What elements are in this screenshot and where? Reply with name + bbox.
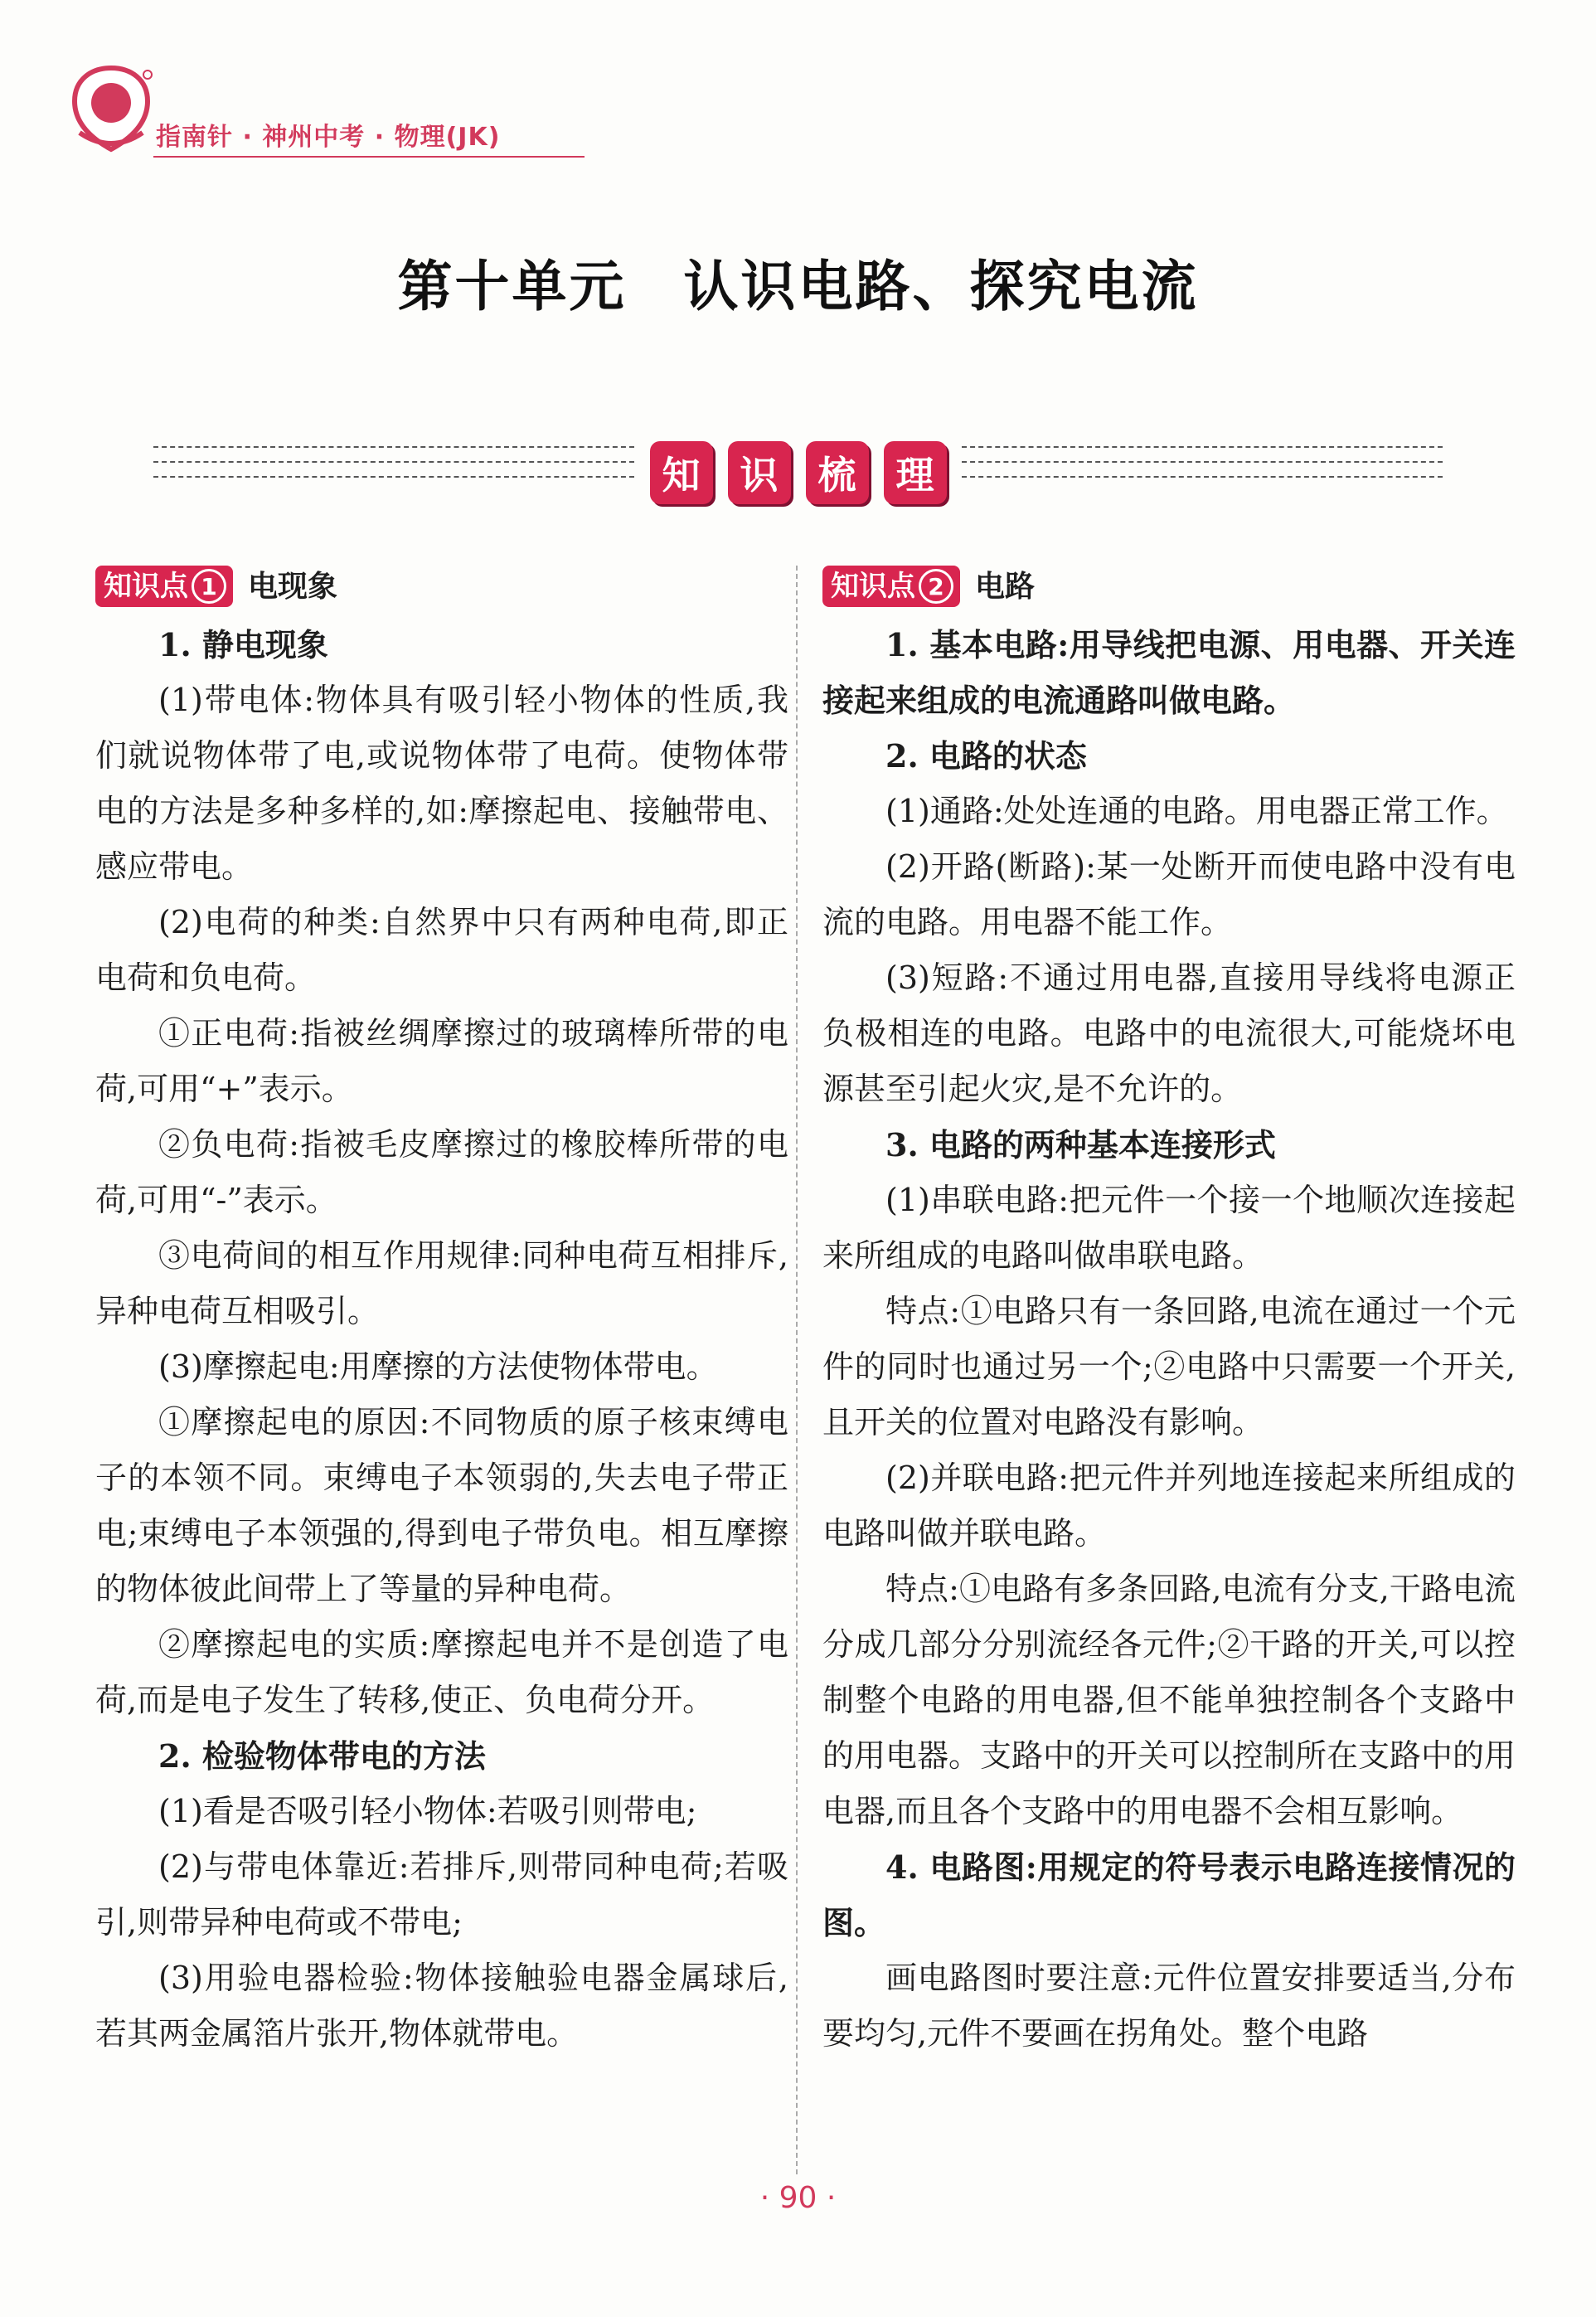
- paragraph: ①摩擦起电的原因:不同物质的原子核束缚电子的本领不同。束缚电子本领弱的,失去电子带正电;束缚电子本领强的,得到电子带负电。相互摩擦的物体彼此间带上了等量的异种电荷。: [95, 1404, 788, 1607]
- paragraph: 画电路图时要注意:元件位置安排要适当,分布要均匀,元件不要画在拐角处。整个电路: [822, 1960, 1516, 2052]
- paragraph: (3)摩擦起电:用摩擦的方法使物体带电。: [158, 1348, 718, 1385]
- running-header: 指南针 · 神州中考 · 物理(JK): [156, 123, 501, 152]
- knowledge-point-badge: 知识点 2: [822, 566, 960, 607]
- publisher-logo: [65, 63, 158, 156]
- paragraph: 特点:①电路只有一条回路,电流在通过一个元件的同时也通过另一个;②电路中只需要一个开关,且开关的位置对电路没有影响。: [822, 1293, 1516, 1440]
- heading: 1. 基本电路:用导线把电源、用电器、开关连接起来组成的电流通路叫做电路。: [822, 626, 1516, 719]
- section-tag: 识: [728, 441, 791, 504]
- left-column: [95, 561, 788, 2062]
- page-number: · 90 ·: [759, 2181, 837, 2215]
- paragraph: ①正电荷:指被丝绸摩擦过的玻璃棒所带的电荷,可用“+”表示。: [95, 1015, 788, 1107]
- knowledge-point-number: 2: [919, 569, 953, 604]
- paragraph: ②负电荷:指被毛皮摩擦过的橡胶棒所带的电荷,可用“-”表示。: [95, 1126, 788, 1218]
- right-column: [822, 561, 1516, 2062]
- paragraph: 特点:①电路有多条回路,电流有分支,干路电流分成几部分分别流经各元件;②干路的开关,可以控制整个电路的用电器,但不能单独控制各个支路中的用电器。支路中的开关可以控制所在支路中的用电器,而且各个支路中的用电器不会相互影响。: [822, 1571, 1516, 1829]
- header-rule: [153, 156, 585, 158]
- heading: 1. 静电现象: [158, 626, 328, 663]
- section-tag: 知: [650, 441, 713, 504]
- section-heading: [0, 441, 1596, 504]
- heading: 2. 电路的状态: [885, 737, 1087, 775]
- heading: 4. 电路图:用规定的符号表示电路连接情况的图。: [822, 1848, 1516, 1941]
- knowledge-point-title: 电路: [975, 569, 1036, 604]
- paragraph: (2)开路(断路):某一处断开而使电路中没有电流的电路。用电器不能工作。: [822, 848, 1516, 940]
- paragraph: (1)串联电路:把元件一个接一个地顺次连接起来所组成的电路叫做串联电路。: [822, 1182, 1516, 1274]
- knowledge-point-title: 电现象: [248, 569, 338, 604]
- knowledge-point-header: [822, 561, 1516, 612]
- paragraph: (1)看是否吸引轻小物体:若吸引则带电;: [158, 1793, 697, 1829]
- paragraph: ③电荷间的相互作用规律:同种电荷互相排斥,异种电荷互相吸引。: [95, 1237, 788, 1329]
- paragraph: (1)通路:处处连通的电路。用电器正常工作。: [885, 793, 1508, 829]
- unit-title: 第十单元 认识电路、探究电流: [397, 255, 1199, 318]
- knowledge-point-number: 1: [192, 569, 226, 604]
- heading: 2. 检验物体带电的方法: [158, 1737, 486, 1775]
- paragraph: ②摩擦起电的实质:摩擦起电并不是创造了电荷,而是电子发生了转移,使正、负电荷分开。: [95, 1626, 788, 1718]
- paragraph: (2)电荷的种类:自然界中只有两种电荷,即正电荷和负电荷。: [95, 904, 788, 996]
- paragraph: (3)短路:不通过用电器,直接用导线将电源正负极相连的电路。电路中的电流很大,可能烧坏电源甚至引起火灾,是不允许的。: [822, 959, 1516, 1107]
- paragraph: (1)带电体:物体具有吸引轻小物体的性质,我们就说物体带了电,或说物体带了电荷。使物体带电的方法是多种多样的,如:摩擦起电、接触带电、感应带电。: [95, 682, 788, 885]
- section-tag: 梳: [806, 441, 869, 504]
- heading: 3. 电路的两种基本连接形式: [885, 1126, 1276, 1163]
- knowledge-point-badge: 知识点 1: [95, 566, 233, 607]
- paragraph: (3)用验电器检验:物体接触验电器金属球后,若其两金属箔片张开,物体就带电。: [95, 1960, 788, 2052]
- paragraph: (2)与带电体靠近:若排斥,则带同种电荷;若吸引,则带异种电荷或不带电;: [95, 1848, 788, 1941]
- paragraph: (2)并联电路:把元件并列地连接起来所组成的电路叫做并联电路。: [822, 1460, 1516, 1552]
- knowledge-point-header: [95, 561, 788, 612]
- column-divider: [796, 566, 798, 2174]
- section-tag: 理: [884, 441, 947, 504]
